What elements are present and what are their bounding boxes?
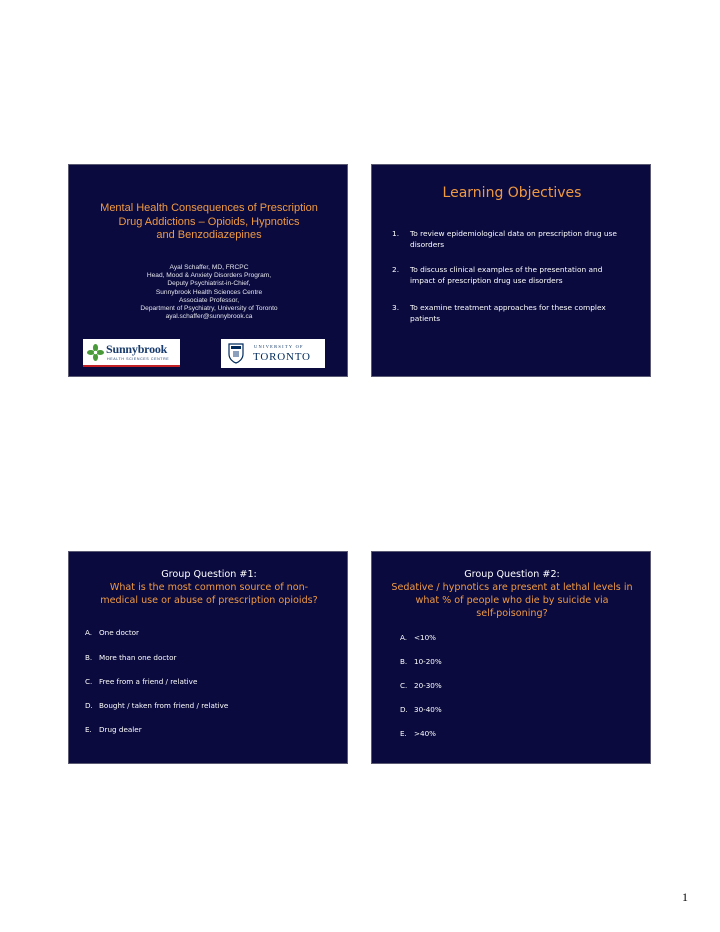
answer-option bbox=[85, 628, 139, 637]
answer-option bbox=[85, 677, 197, 686]
option-letter: B. bbox=[400, 657, 408, 666]
option-letter: A. bbox=[85, 628, 93, 637]
option-text: <10% bbox=[414, 633, 436, 642]
slide-learning-objectives bbox=[371, 164, 651, 377]
question-text: self-poisoning? bbox=[476, 608, 548, 619]
slide-group-question-1 bbox=[68, 551, 348, 764]
author-info bbox=[69, 264, 349, 321]
question-block bbox=[69, 568, 349, 607]
title-line: and Benzodiazepines bbox=[156, 229, 262, 241]
slide-title bbox=[68, 164, 348, 377]
author-line: Sunnybrook Health Sciences Centre bbox=[155, 288, 263, 296]
title-line: Drug Addictions – Opioids, Hypnotics bbox=[118, 215, 300, 228]
objective-text: To review epidemiological data on prescription drug use bbox=[410, 229, 617, 238]
objective-text: patients bbox=[410, 313, 441, 323]
option-letter: C. bbox=[85, 677, 93, 686]
option-letter: D. bbox=[400, 705, 408, 714]
sunnybrook-logo-sub: HEALTH SCIENCES CENTRE bbox=[107, 357, 170, 361]
sunnybrook-flower-icon bbox=[87, 344, 104, 361]
option-text: One doctor bbox=[99, 628, 140, 637]
answer-option bbox=[85, 653, 176, 662]
objective-number: 3. bbox=[392, 303, 400, 312]
logo-red-bar bbox=[83, 365, 180, 367]
page-number: 1 bbox=[682, 890, 688, 904]
slide-heading: Learning Objectives bbox=[442, 185, 582, 201]
objective-item bbox=[392, 229, 637, 250]
question-text: medical use or abuse of prescription opioids? bbox=[100, 595, 318, 606]
question-text: What is the most common source of non- bbox=[109, 582, 309, 593]
title-line: Mental Health Consequences of Prescription bbox=[100, 202, 318, 214]
author-email: ayal.schaffer@sunnybrook.ca bbox=[165, 313, 253, 321]
author-line: Associate Professor, bbox=[178, 296, 240, 304]
option-letter: B. bbox=[85, 653, 93, 662]
option-text: Bought / taken from friend / relative bbox=[99, 701, 229, 710]
author-line: Department of Psychiatry, University of Toronto bbox=[140, 305, 278, 313]
option-text: >40% bbox=[414, 729, 436, 738]
question-heading: Group Question #2: bbox=[464, 569, 560, 580]
sunnybrook-logo-name: Sunnybrook bbox=[106, 342, 168, 356]
answer-option bbox=[400, 729, 436, 738]
objective-text: impact of prescription drug use disorders bbox=[410, 275, 563, 285]
option-letter: E. bbox=[85, 725, 92, 734]
option-text: 30-40% bbox=[414, 705, 442, 714]
objective-text: disorders bbox=[410, 239, 445, 249]
answer-option bbox=[400, 657, 442, 666]
question-text: what % of people who die by suicide via bbox=[415, 595, 609, 606]
objective-number: 1. bbox=[392, 229, 400, 238]
option-letter: C. bbox=[400, 681, 408, 690]
option-letter: D. bbox=[85, 701, 93, 710]
answer-option bbox=[400, 681, 442, 690]
ut-logo-name: TORONTO bbox=[253, 351, 311, 363]
option-letter: E. bbox=[400, 729, 407, 738]
presentation-title bbox=[69, 202, 349, 243]
slide-group-question-2 bbox=[371, 551, 651, 764]
sunnybrook-logo bbox=[83, 339, 180, 367]
question-heading: Group Question #1: bbox=[161, 569, 257, 580]
option-text: More than one doctor bbox=[99, 653, 177, 662]
crest-icon bbox=[228, 343, 244, 364]
question-block bbox=[372, 568, 652, 620]
option-text: 20-30% bbox=[414, 681, 442, 690]
option-letter: A. bbox=[400, 633, 408, 642]
option-text: Drug dealer bbox=[99, 725, 142, 734]
question-text: Sedative / hypnotics are present at lethal levels in bbox=[391, 582, 633, 593]
objective-number: 2. bbox=[392, 265, 400, 274]
author-line: Deputy Psychiatrist-in-Chief, bbox=[167, 280, 251, 288]
option-text: 10-20% bbox=[414, 657, 442, 666]
author-line: Ayal Schaffer, MD, FRCPC bbox=[169, 264, 249, 271]
university-of-toronto-logo bbox=[221, 339, 325, 368]
objective-text: To discuss clinical examples of the presentation and bbox=[410, 265, 603, 274]
ut-logo-top: UNIVERSITY OF bbox=[254, 344, 304, 349]
answer-option bbox=[400, 705, 442, 714]
answer-option bbox=[85, 701, 228, 710]
answer-option bbox=[85, 725, 142, 734]
answer-option bbox=[400, 633, 436, 642]
option-text: Free from a friend / relative bbox=[99, 677, 198, 686]
objective-item bbox=[392, 303, 637, 324]
author-line: Head, Mood & Anxiety Disorders Program, bbox=[146, 272, 272, 280]
objective-text: To examine treatment approaches for these complex bbox=[410, 303, 606, 312]
objective-item bbox=[392, 265, 637, 286]
